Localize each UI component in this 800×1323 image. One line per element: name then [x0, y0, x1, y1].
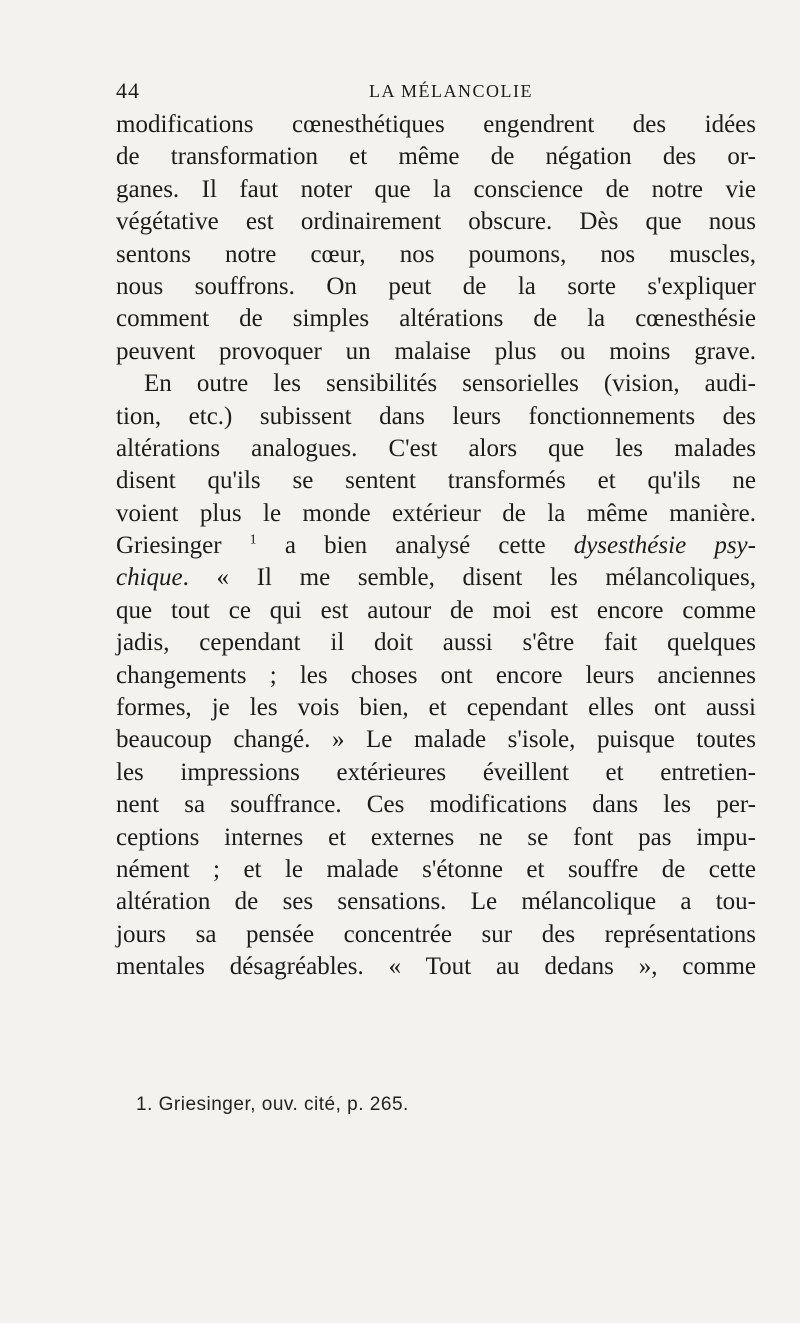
text-line: formes, je les vois bien, et cependant elles ont aussi — [116, 694, 756, 722]
page-header — [116, 78, 756, 108]
italic-term: dysesthésie psy- — [573, 532, 756, 560]
text-line: altérations analogues. C'est alors que les malades — [116, 434, 756, 462]
body-text — [116, 109, 756, 984]
footnote-reference: 1 — [249, 532, 257, 548]
text-line: tion, etc.) subissent dans leurs fonctionnements des — [116, 402, 756, 430]
text-line: beaucoup changé. » Le malade s'isole, puisque toutes — [116, 726, 756, 754]
italic-term: chique — [116, 564, 183, 592]
text-line: voient plus le monde extérieur de la même manière. — [116, 499, 756, 527]
text-line: nent sa souffrance. Ces modifications dans les per- — [116, 791, 756, 819]
running-title: LA MÉLANCOLIE — [369, 81, 533, 101]
text-line: jadis, cependant il doit aussi s'être fait quelques — [116, 629, 756, 657]
text-line: sentons notre cœur, nos poumons, nos muscles, — [116, 240, 756, 268]
text-line: de transformation et même de négation des or- — [116, 143, 756, 171]
text-line: les impressions extérieures éveillent et entretien- — [116, 758, 756, 786]
text-line: nous souffrons. On peut de la sorte s'expliquer — [116, 272, 756, 300]
text-line: ceptions internes et externes ne se font pas impu- — [116, 823, 756, 851]
text-line-with-footnote-ref — [116, 530, 756, 562]
footnote: 1. Griesinger, ouv. cité, p. 265. — [136, 1094, 409, 1115]
text-line: jours sa pensée concentrée sur des représentations — [116, 920, 756, 948]
text-fragment: . « Il me semble, disent les mélancoliques, — [182, 564, 756, 592]
text-line: modifications cœnesthétiques engendrent des idées — [116, 111, 756, 138]
text-line: ganes. Il faut noter que la conscience de notre vie — [116, 175, 756, 203]
text-line: que tout ce qui est autour de moi est encore comme — [116, 596, 756, 624]
text-line: changements ; les choses ont encore leurs anciennes — [116, 661, 756, 689]
text-line: altération de ses sensations. Le mélancolique a tou- — [116, 888, 756, 916]
text-line-with-italic — [116, 562, 756, 594]
page-number: 44 — [116, 78, 140, 103]
text-line: végétative est ordinairement obscure. Dès que nous — [116, 208, 756, 236]
text-line: peuvent provoquer un malaise plus ou moins grave. — [116, 337, 756, 365]
text-line: En outre les sensibilités sensorielles (vision, audi- — [144, 370, 756, 398]
text-line: mentales désagréables. « Tout au dedans », comme — [116, 953, 756, 981]
text-fragment: Griesinger — [116, 532, 250, 560]
text-line: comment de simples altérations de la cœnesthésie — [116, 305, 756, 333]
text-line: disent qu'ils se sentent transformés et qu'ils ne — [116, 467, 756, 495]
text-line: nément ; et le malade s'étonne et souffre de cette — [116, 855, 756, 883]
text-fragment: a bien analysé cette — [256, 532, 574, 560]
